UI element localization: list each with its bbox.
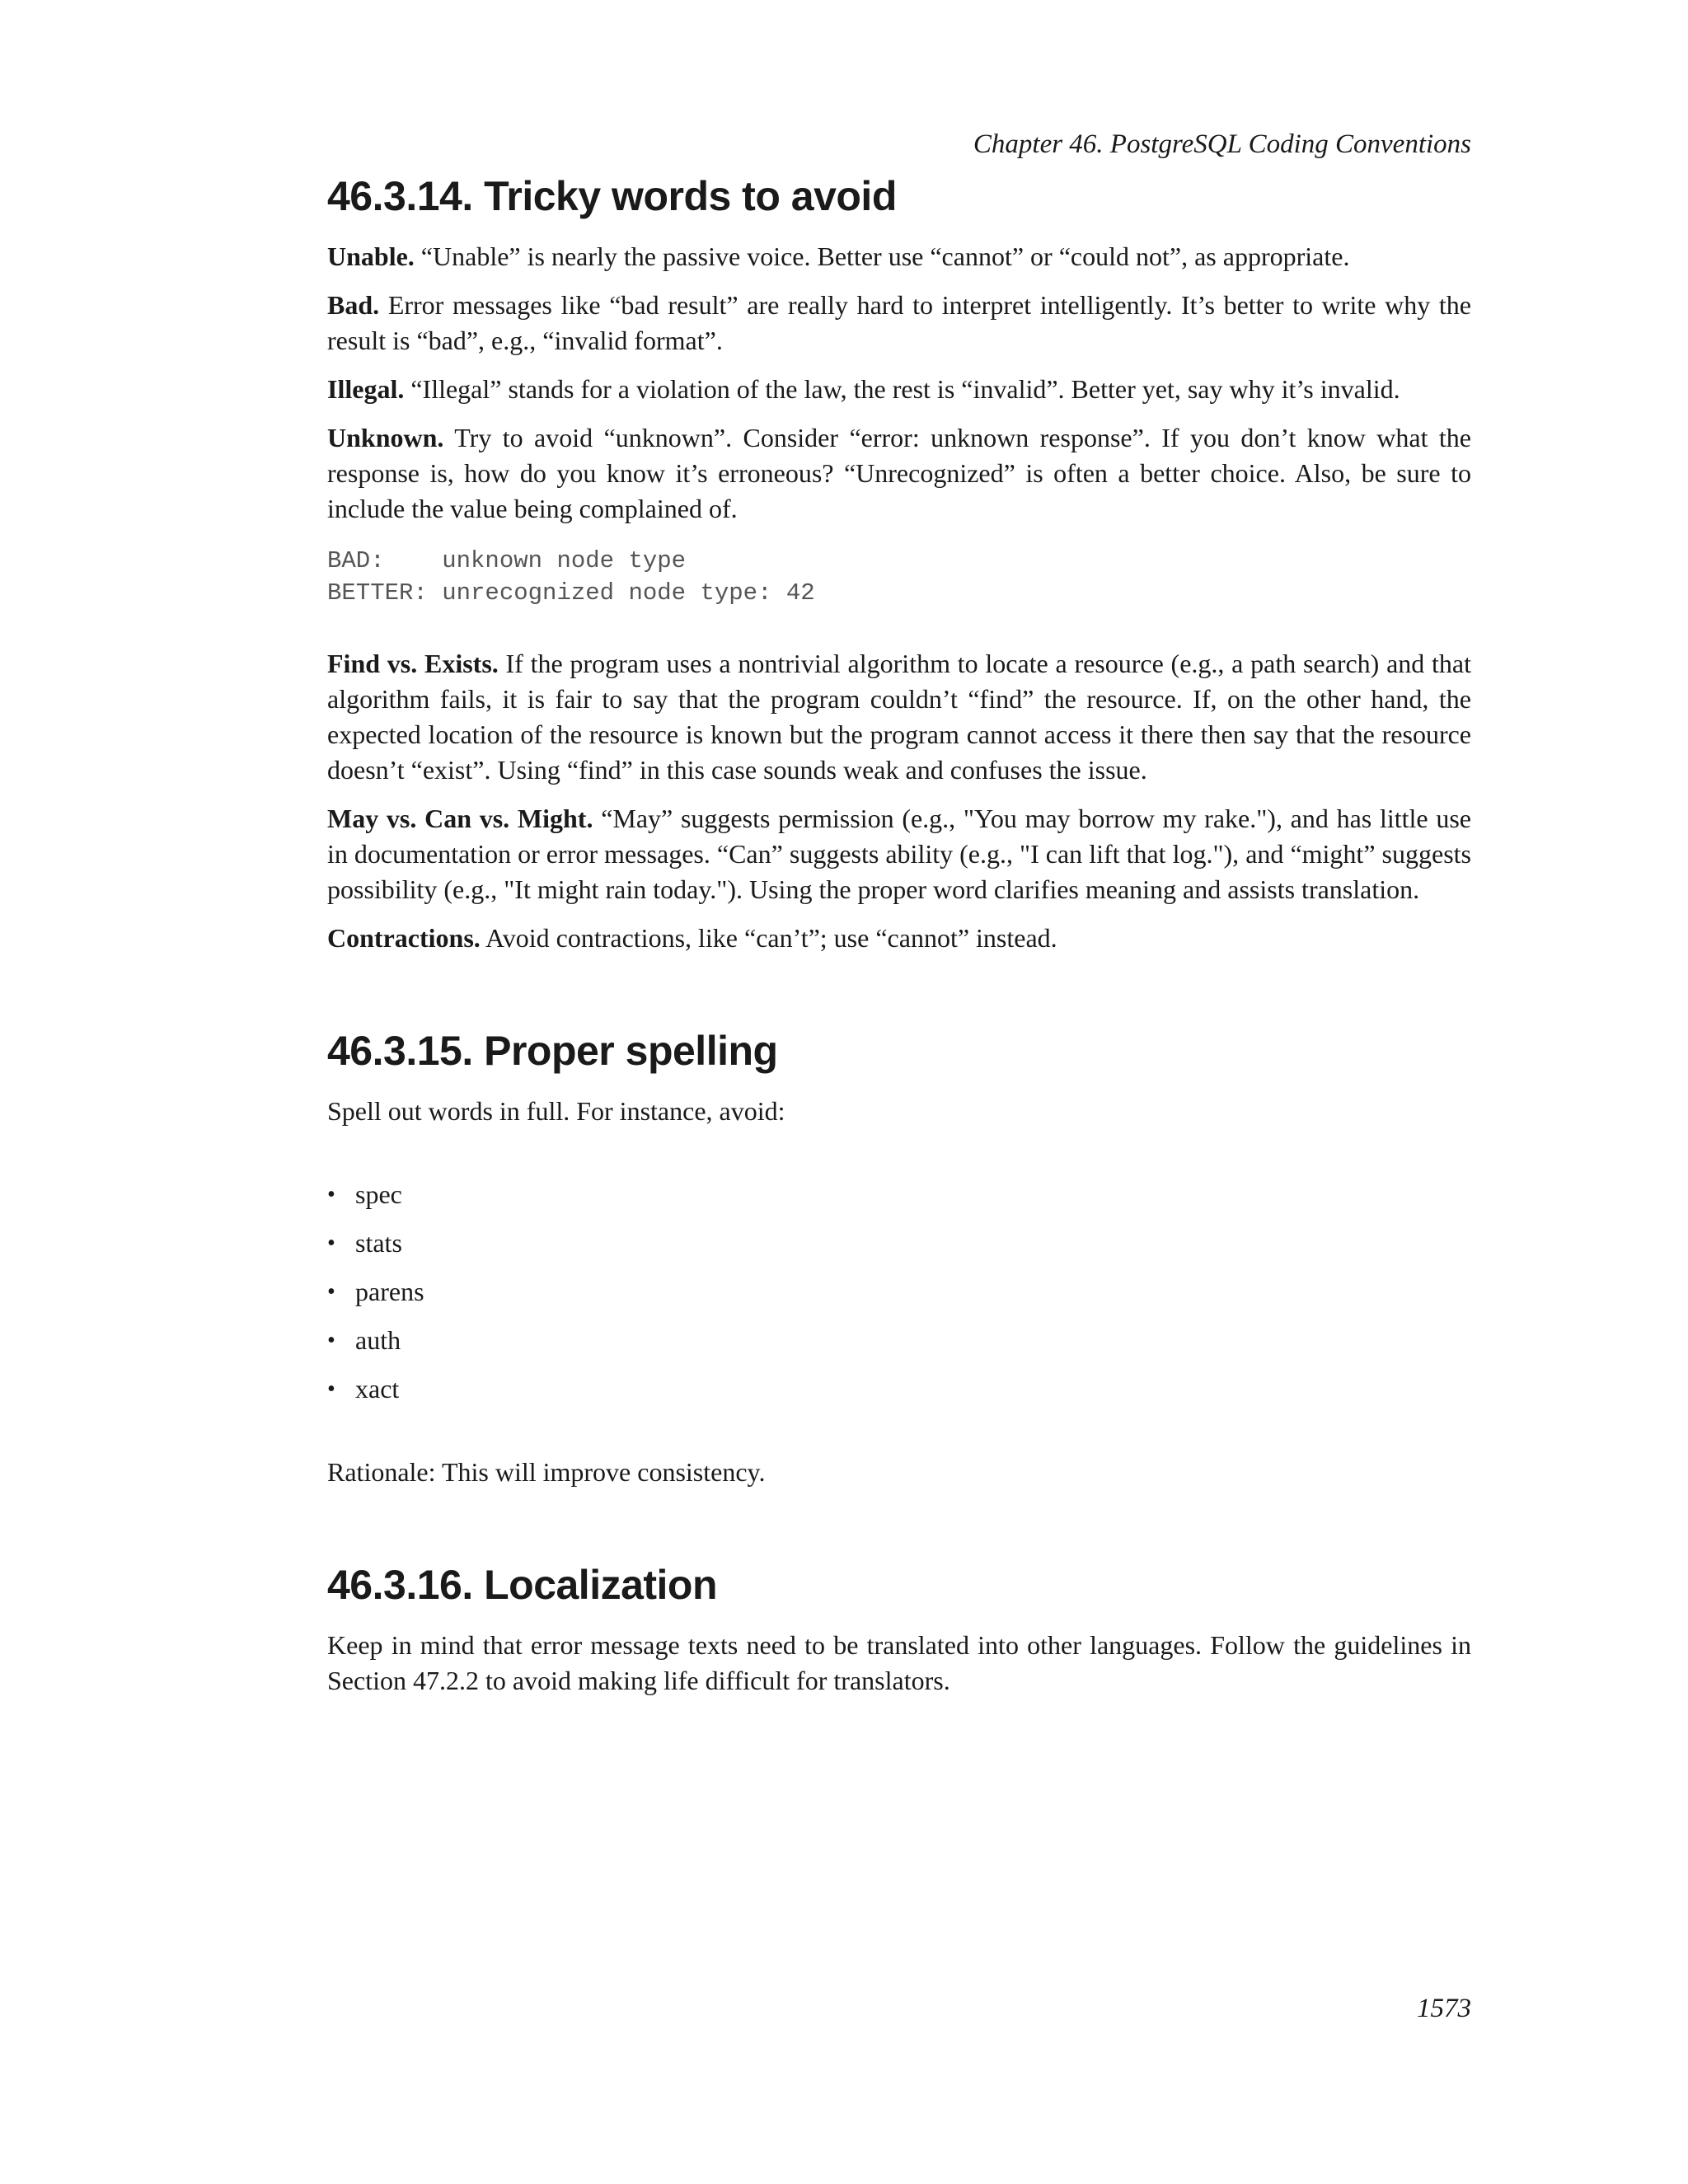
text-illegal: “Illegal” stands for a violation of the law, the rest is “invalid”. Better yet, say why it’s invalid. (404, 374, 1400, 404)
paragraph-may-can-might (327, 801, 1471, 907)
term-contractions: Contractions. (327, 923, 481, 953)
list-item (327, 1323, 1471, 1358)
bullet-icon: • (327, 1279, 335, 1305)
list-item-text: spec (355, 1179, 402, 1209)
text-find-vs-exists: If the program uses a nontrivial algorithm to locate a resource (e.g., a path search) and that algorithm fails, it is fair to say that the program couldn’t “find” the resource. If, on the other hand, the expected location of the resource is known but the program cannot access it there then say that the resource doesn’t “exist”. Using “find” in this case sounds weak and confuses the issue. (327, 649, 1472, 785)
paragraph-contractions (327, 921, 1471, 956)
text-bad: Error messages like “bad result” are really hard to interpret intelligently. It’s better to write why the result is “bad”, e.g., “invalid format”. (327, 290, 1471, 355)
paragraph-unknown (327, 420, 1471, 527)
bullet-icon: • (327, 1182, 335, 1207)
text-unable: “Unable” is nearly the passive voice. Better use “cannot” or “could not”, as appropriate. (414, 241, 1350, 271)
code-example: BAD: unknown node type BETTER: unrecognized node type: 42 (327, 547, 815, 607)
paragraph-localization: Keep in mind that error message texts need to be translated into other languages. Follow the guidelines in Section 47.2.2 to avoid making life difficult for translators. (327, 1630, 1471, 1695)
list-item (327, 1274, 1471, 1310)
section-title-tricky-words: 46.3.14. Tricky words to avoid (327, 173, 897, 219)
document-page (327, 124, 1471, 1712)
paragraph-spelling-intro: Spell out words in full. For instance, avoid: (327, 1096, 785, 1126)
avoid-word-list (327, 1177, 1471, 1407)
list-item-text: auth (355, 1325, 401, 1355)
paragraph-illegal (327, 372, 1471, 407)
term-unable: Unable. (327, 241, 415, 271)
bullet-icon: • (327, 1328, 335, 1353)
list-item-text: parens (355, 1277, 424, 1306)
paragraph-bad (327, 288, 1471, 359)
list-item (327, 1371, 1471, 1407)
list-item (327, 1226, 1471, 1261)
paragraph-rationale: Rationale: This will improve consistency. (327, 1457, 766, 1487)
page-number: 1573 (1417, 1994, 1471, 2023)
paragraph-unable (327, 239, 1471, 274)
list-item-text: stats (355, 1228, 402, 1258)
term-bad: Bad. (327, 290, 380, 320)
list-item (327, 1177, 1471, 1212)
section-title-proper-spelling: 46.3.15. Proper spelling (327, 1028, 778, 1074)
section-title-localization: 46.3.16. Localization (327, 1562, 718, 1608)
term-may-can-might: May vs. Can vs. Might. (327, 804, 593, 833)
term-unknown: Unknown. (327, 423, 444, 452)
term-illegal: Illegal. (327, 374, 405, 404)
text-unknown: Try to avoid “unknown”. Consider “error: unknown response”. If you don’t know what the response is, how do you know it’s erroneous? “Unrecognized” is often a better choice. Also, be sure to include the value being complained of. (327, 423, 1471, 523)
paragraph-find-vs-exists (327, 646, 1471, 788)
bullet-icon: • (327, 1230, 335, 1256)
bullet-icon: • (327, 1376, 335, 1402)
running-header: Chapter 46. PostgreSQL Coding Conventions (973, 129, 1471, 159)
term-find-vs-exists: Find vs. Exists. (327, 649, 499, 678)
text-contractions: Avoid contractions, like “can’t”; use “cannot” instead. (480, 923, 1057, 953)
text-may-can-might: “May” suggests permission (e.g., "You may borrow my rake."), and has little use in documentation or error messages. “Can” suggests ability (e.g., "I can lift that log."), and “might” suggests possibility (e.g., "It might rain today."). Using the proper word clarifies meaning and assists translation. (327, 804, 1472, 904)
list-item-text: xact (355, 1374, 400, 1404)
